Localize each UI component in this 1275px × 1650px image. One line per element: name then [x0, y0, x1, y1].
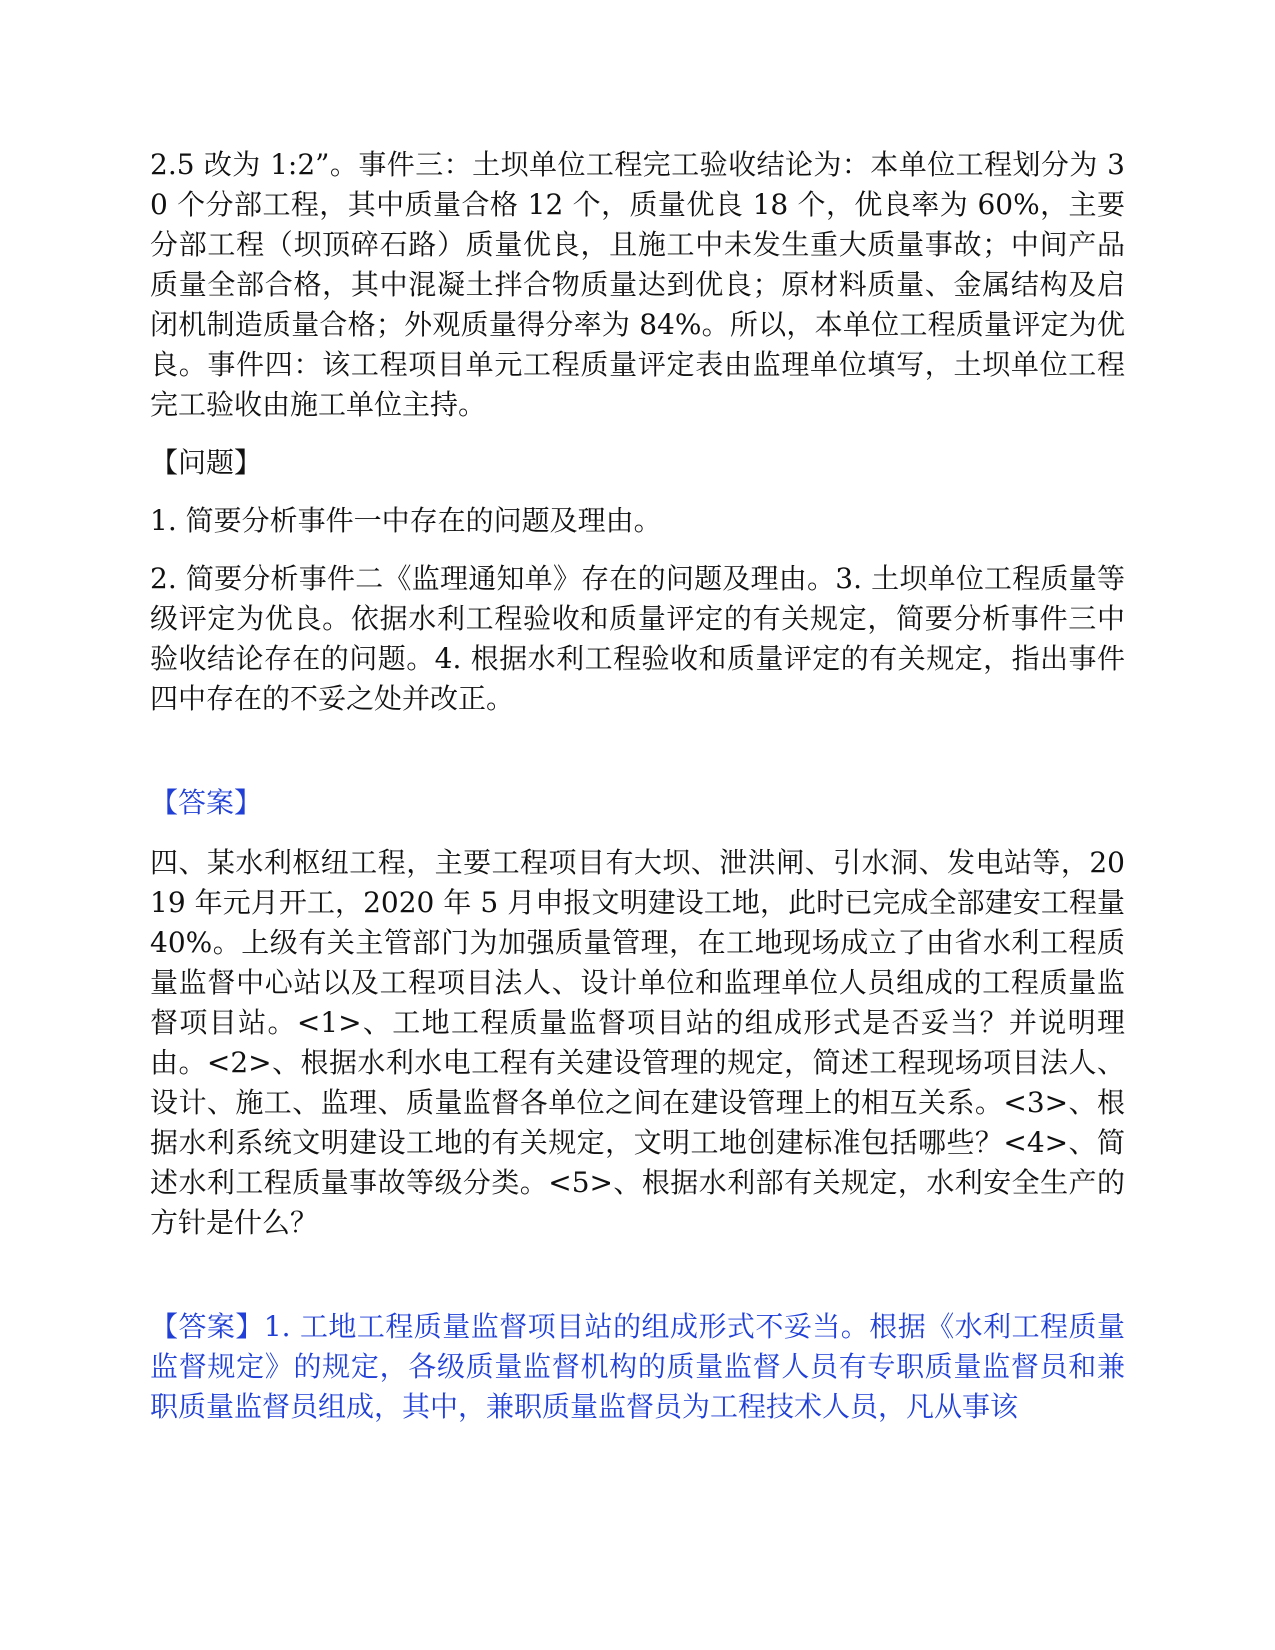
question-2-to-4: 2. 简要分析事件二《监理通知单》存在的问题及理由。3. 土坝单位工程质量等级评定为优良。依据水利工程验收和质量评定的有关规定，简要分析事件三中验收结论存在的问题。4. 根据水利工程验收和质量评定的有关规定，指出事件四中存在的不妥之处并改正。: [150, 562, 1125, 715]
question-1: 1. 简要分析事件一中存在的问题及理由。: [150, 504, 662, 537]
answer-label: 【答案】: [150, 786, 263, 819]
document-page: [150, 145, 1125, 1427]
answer-paragraph: 【答案】1. 工地工程质量监督项目站的组成形式不妥当。根据《水利工程质量监督规定》的规定，各级质量监督机构的质量监督人员有专职质量监督员和兼职质量监督员组成，其中，兼职质量监督员为工程技术人员，凡从事该: [150, 1310, 1125, 1423]
paragraph-event-three-four: 2.5 改为 1:2”。事件三：土坝单位工程完工验收结论为：本单位工程划分为 30 个分部工程，其中质量合格 12 个，质量优良 18 个，优良率为 60%，主要分部工程（坝顶碎石路）质量优良，且施工中未发生重大质量事故；中间产品质量全部合格，其中混凝土拌合物质量达到优良；原材料质量、金属结构及启闭机制造质量合格；外观质量得分率为 84%。所以，本单位工程质量评定为优良。事件四：该工程项目单元工程质量评定表由监理单位填写，土坝单位工程完工验收由施工单位主持。: [150, 148, 1125, 421]
paragraph-question-four: 四、某水利枢纽工程，主要工程项目有大坝、泄洪闸、引水洞、发电站等，2019 年元月开工，2020 年 5 月申报文明建设工地，此时已完成全部建安工程量 40%。上级有关主管部门为加强质量管理，在工地现场成立了由省水利工程质量监督中心站以及工程项目法人、设计单位和监理单位人员组成的工程质量监督项目站。<1>、工地工程质量监督项目站的组成形式是否妥当？并说明理由。<2>、根据水利水电工程有关建设管理的规定，简述工程现场项目法人、设计、施工、监理、质量监督各单位之间在建设管理上的相互关系。<3>、根据水利系统文明建设工地的有关规定，文明工地创建标准包括哪些？<4>、简述水利工程质量事故等级分类。<5>、根据水利部有关规定，水利安全生产的方针是什么？: [150, 846, 1125, 1239]
questions-heading: 【问题】: [150, 446, 263, 479]
